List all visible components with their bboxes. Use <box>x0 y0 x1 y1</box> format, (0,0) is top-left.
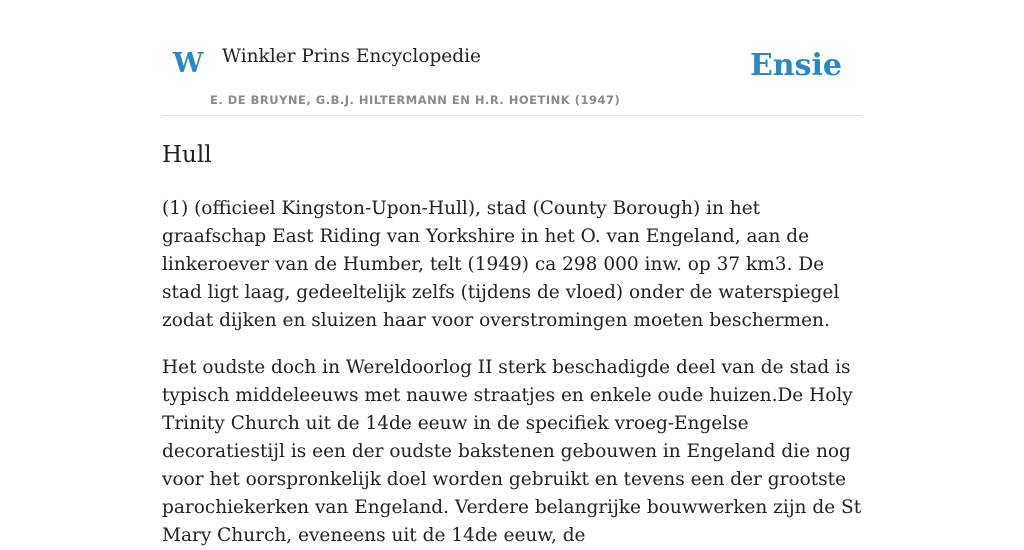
ensie-logo-link[interactable]: Ensie <box>749 48 842 83</box>
article-paragraph: (1) (officieel Kingston-Upon-Hull), stad (County Borough) in het graafschap East Riding van Yorkshire in het O. van Engeland, aan de linkeroever van de Humber, telt (1949) ca 298 000 inw. op 37 km3. De stad ligt laag, gedeeltelijk zelfs (tijdens de vloed) onder de waterspiegel zodat dijken en sluizen haar voor overstromingen moeten beschermen. <box>162 198 840 331</box>
article-paragraph: Het oudste doch in Wereldoorlog II sterk beschadigde deel van de stad is typisch middeleeuws met nauwe straatjes en enkele oude huizen.De Holy Trinity Church uit de 14de eeuw in de specifiek vroeg-Engelse decoratiestijl is een der oudste bakstenen gebouwen in Engeland die nog voor het oorspronkelijk doel worden gebruikt en tevens een der grootste parochiekerken van Engeland. Verdere belangrijke bouwwerken zijn de St Mary Church, eveneens uit de 14de eeuw, de <box>162 357 862 546</box>
source-logo: W <box>173 48 204 79</box>
source-header <box>162 0 862 116</box>
source-title[interactable]: Winkler Prins Encyclopedie <box>222 46 481 67</box>
page-container <box>162 0 862 550</box>
article-title: Hull <box>162 142 212 168</box>
article <box>162 140 862 550</box>
source-authors: E. DE BRUYNE, G.B.J. HILTERMANN EN H.R. HOETINK (1947) <box>210 93 621 107</box>
